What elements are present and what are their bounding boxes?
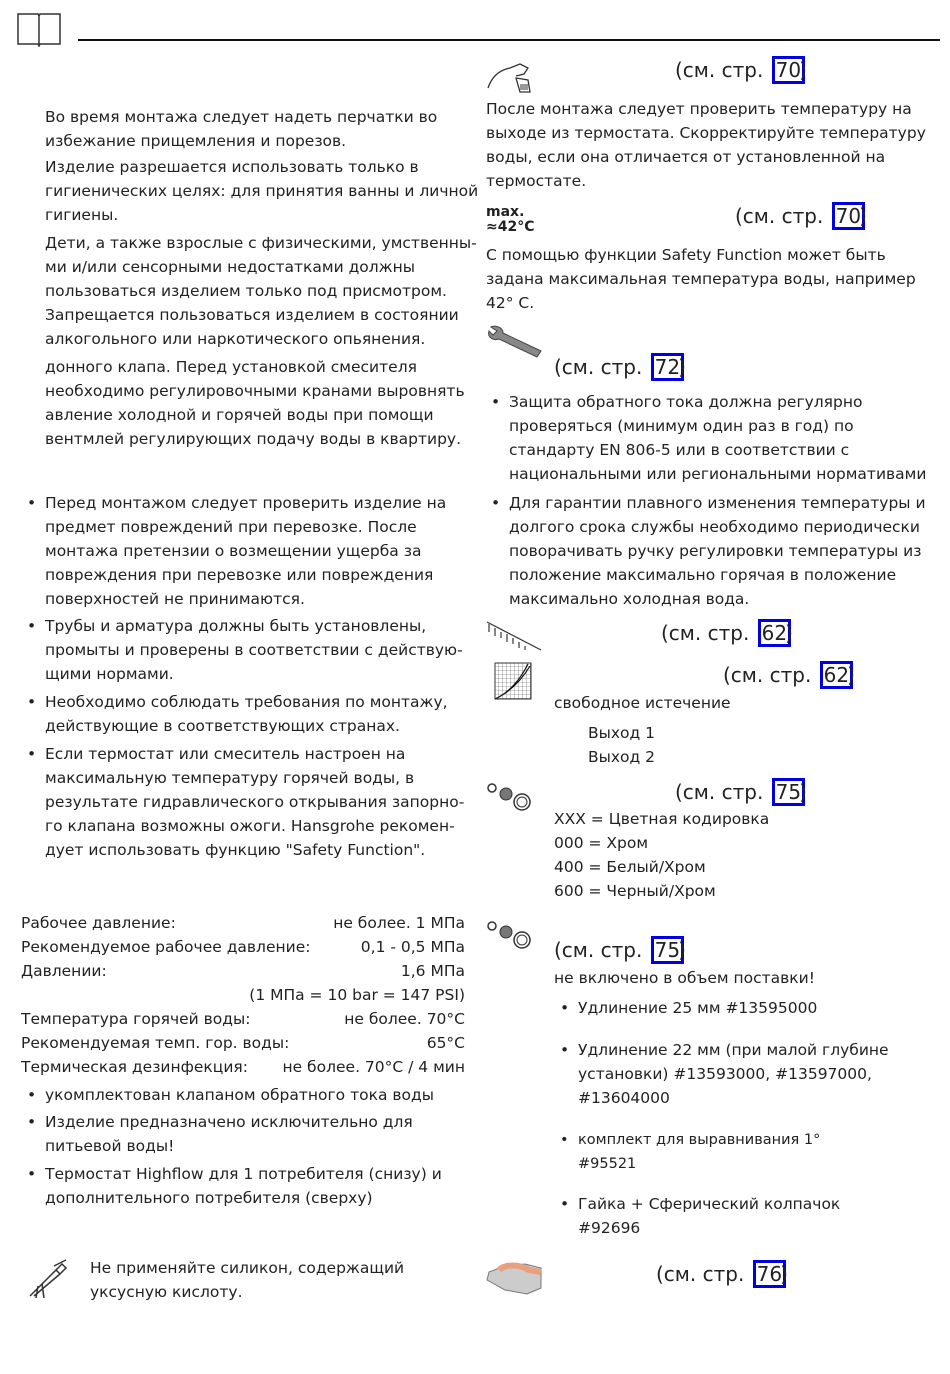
bullet-item [560,1128,821,1176]
free-flow-label [554,691,731,715]
text-line: 600 = Черный/Хром [554,882,716,900]
bullet-icon: • [27,1113,37,1131]
bullet-item [560,1038,889,1110]
text-line: воды, если она отличается от установленной на [486,148,886,166]
page-link[interactable]: 70 [832,202,865,230]
max-label: max. [486,204,525,220]
silicone-gun-icon [26,1256,70,1304]
text-line: пользоваться изделием только под присмотром. [45,282,447,300]
text-line: задана максимальная температура воды, например [486,270,916,288]
ref-suffix: ) [799,58,807,82]
text-line: Термостат Highflow для 1 потребителя (снизу) и [45,1165,442,1183]
text-line: авление холодной и горячей воды при помощи [45,406,434,424]
page-link[interactable]: 62 [820,661,853,689]
silicone-warning [90,1256,404,1304]
text-line: термостате. [486,172,587,190]
text-line: Удлинение 22 мм (при малой глубине [578,1041,889,1059]
text-line: дополнительного потребителя (сверху) [45,1189,373,1207]
ref-prefix: (см. стр. [554,938,649,962]
text-line: предмет повреждений при перевозке. После [45,518,417,536]
text-line: Дети, а также взрослые с физическими, умственны- [45,234,477,252]
text-line: XXX = Цветная кодировка [554,810,770,828]
page-reference [661,619,793,647]
text-line: гигиены. [45,206,119,224]
page-reference [735,202,867,230]
page-link[interactable]: 62 [758,619,791,647]
text-line: Изделие разрешается использовать только в [45,158,419,176]
page-link[interactable]: 76 [753,1260,786,1288]
bullet-item [560,1192,841,1240]
ref-prefix: (см. стр. [656,1262,751,1286]
text-line: 42° С. [486,294,535,312]
text-line: выходе из термостата. Скорректируйте температуру [486,124,926,142]
text-line: монтажа претензии о возмещении ущерба за [45,542,422,560]
bullet-icon: • [560,1195,570,1213]
text-line: Изделие предназначено исключительно для [45,1113,413,1131]
temperature-check-icon [486,58,532,100]
cleaning-hand-icon [485,1260,543,1300]
text-line: избежание прищемления и порезов. [45,132,347,150]
text-line: Трубы и арматура должны быть установлены, [45,617,427,635]
spec-label: Давлении: [21,962,107,980]
spec-label: Рекомендуемая темп. гор. воды: [21,1034,290,1052]
header-rule [78,39,940,41]
bullet-item [27,1110,413,1158]
spec-value: не более. 70°C [344,1010,465,1028]
text-line: Не применяйте силикон, содержащий [90,1259,405,1277]
text-line: долгого срока службы необходимо периодически [509,518,920,536]
ref-suffix: ) [859,204,867,228]
text-line: Необходимо соблюдать требования по монтажу, [45,693,448,711]
text-line: максимально холодная вода. [509,590,750,608]
bullet-icon: • [560,1041,570,1059]
wrench-icon [485,325,545,365]
ref-prefix: (см. стр. [675,780,770,804]
text-line: Защита обратного тока должна регулярно [509,393,863,411]
color-code-list [554,807,769,903]
text-line: Запрещается пользоваться изделием в состоянии [45,306,459,324]
text-line: Удлинение 25 мм #13595000 [578,999,818,1017]
text-line: #95521 [578,1156,637,1172]
text-line: дует использовать функцию "Safety Function". [45,841,426,859]
text-line: Перед монтажом следует проверить изделие на [45,494,447,512]
text-line: ми и/или сенсорными недостатками должны [45,258,416,276]
text-line: свободное истечение [554,694,731,712]
page-reference [656,1260,788,1288]
text-line: комплект для выравнивания 1° [578,1132,821,1148]
bullet-item [491,390,927,486]
text-line: необходимо регулировочными кранами выровнять [45,382,465,400]
ref-suffix: ) [780,1262,788,1286]
spec-value: 1,6 МПа [400,962,465,980]
text-line: установки) #13593000, #13597000, [578,1065,872,1083]
spec-row [21,1031,465,1055]
text-line: укомплектован клапаном обратного тока воды [45,1086,434,1104]
text-line: не включено в объем поставки! [554,969,815,987]
text-line: поворачивать ручку регулировки температуры из [509,542,922,560]
spec-row [21,911,465,935]
text-line: питьевой воды! [45,1137,175,1155]
text-line: вентмлей регулирующих подачу воды в квартиру. [45,430,462,448]
paragraph [45,155,478,227]
paragraph [45,355,465,451]
spec-label: Термическая дезинфекция: [21,1058,248,1076]
text-line: стандарту EN 806-5 или в соответствии с [509,441,850,459]
max-temp-label [486,205,535,235]
page-link[interactable]: 70 [772,56,805,84]
bullet-item [27,690,448,738]
spec-value: 0,1 - 0,5 МПа [360,938,465,956]
bullet-item [27,614,463,686]
text-line: действующие в соответствующих странах. [45,717,400,735]
text-line: проверяться (минимум один раз в год) по [509,417,854,435]
bullet-item [27,491,447,611]
spec-value: (1 МПа = 10 bar = 147 PSI) [249,986,465,1004]
text-line: алкогольного или наркотического опьянения. [45,330,426,348]
page-link[interactable]: 75 [651,936,684,964]
spec-value: не более. 70°C / 4 мин [282,1058,465,1076]
bullet-icon: • [27,617,37,635]
page-reference [675,778,807,806]
text-line: После монтажа следует проверить температуру на [486,100,912,118]
text-line: национальными или региональными нормативами [509,465,927,483]
text-line: Для гарантии плавного изменения температуры и [509,494,926,512]
bullet-icon: • [560,1132,569,1148]
ref-prefix: (см. стр. [661,621,756,645]
book-icon [16,11,62,47]
page-link[interactable]: 75 [772,778,805,806]
bullet-icon: • [560,999,570,1017]
bullet-item [560,996,818,1020]
bullet-item [27,1162,442,1210]
page-reference [554,353,686,381]
text-line: максимальную температуру горячей воды, в [45,769,415,787]
ref-prefix: (см. стр. [675,58,770,82]
text-line: донного клапа. Перед установкой смесителя [45,358,417,376]
page-reference [723,661,855,689]
text-line: 400 = Белый/Хром [554,858,706,876]
text-line: #13604000 [578,1089,670,1107]
bullet-icon: • [27,745,37,763]
spec-row [21,1007,465,1031]
text-line: Если термостат или смеситель настроен на [45,745,406,763]
bullet-icon: • [27,494,37,512]
ref-prefix: (см. стр. [735,204,830,228]
text-line: #92696 [578,1219,641,1237]
trim-caps-icon [486,918,534,956]
bullet-item [27,742,465,862]
ref-suffix: ) [678,355,686,379]
spec-label: Температура горячей воды: [21,1010,251,1028]
bullet-icon: • [27,1165,37,1183]
outlet-list [588,721,655,769]
ref-suffix: ) [847,663,855,687]
spec-label: Рабочее давление: [21,914,176,932]
paragraph [486,97,926,193]
text-line: промыты и проверены в соответствии с действую- [45,641,463,659]
bullet-item [491,491,926,611]
text-line: щими нормами. [45,665,174,683]
text-line: уксусную кислоту. [90,1283,243,1301]
spec-row [21,1055,465,1079]
text-line: Гайка + Сферический колпачок [578,1195,841,1213]
text-line: Во время монтажа следует надеть перчатки во [45,108,438,126]
bullet-icon: • [27,693,37,711]
paragraph [45,231,477,351]
ref-prefix: (см. стр. [554,355,649,379]
ref-suffix: ) [785,621,793,645]
text-line: С помощью функции Safety Function может быть [486,246,886,264]
text-line: результате гидравлического открывания запорно- [45,793,465,811]
flow-chart-icon [494,662,532,704]
text-line: положение максимально горячая в положение [509,566,897,584]
text-line: поверхностей не принимаются. [45,590,305,608]
text-line: гигиенических целях: для принятия ванны и личной [45,182,479,200]
spec-value: 65°C [426,1034,465,1052]
paragraph [486,243,916,315]
bullet-icon: • [491,393,501,411]
bullet-item [27,1083,434,1107]
text-line: Выход 1 [588,724,656,742]
page-link[interactable]: 72 [651,353,684,381]
ruler-icon [485,620,543,658]
ref-prefix: (см. стр. [723,663,818,687]
spec-row [21,983,465,1007]
text-line: повреждения при перевозке или повреждения [45,566,434,584]
page-reference [675,56,807,84]
page-reference [554,936,686,964]
not-included-label [554,966,815,990]
spec-row [21,935,465,959]
spec-value: не более. 1 МПа [333,914,465,932]
text-line: 000 = Хром [554,834,649,852]
bullet-icon: • [27,1086,37,1104]
ref-suffix: ) [678,938,686,962]
spec-row [21,959,465,983]
bullet-icon: • [491,494,501,512]
paragraph [45,105,437,153]
text-line: го клапана возможны ожоги. Hansgrohe рекомен- [45,817,455,835]
spec-label: Рекомендуемое рабочее давление: [21,938,311,956]
ref-suffix: ) [799,780,807,804]
max-temp: ≈42°C [486,219,535,235]
trim-caps-icon [486,780,534,818]
text-line: Выход 2 [588,748,656,766]
